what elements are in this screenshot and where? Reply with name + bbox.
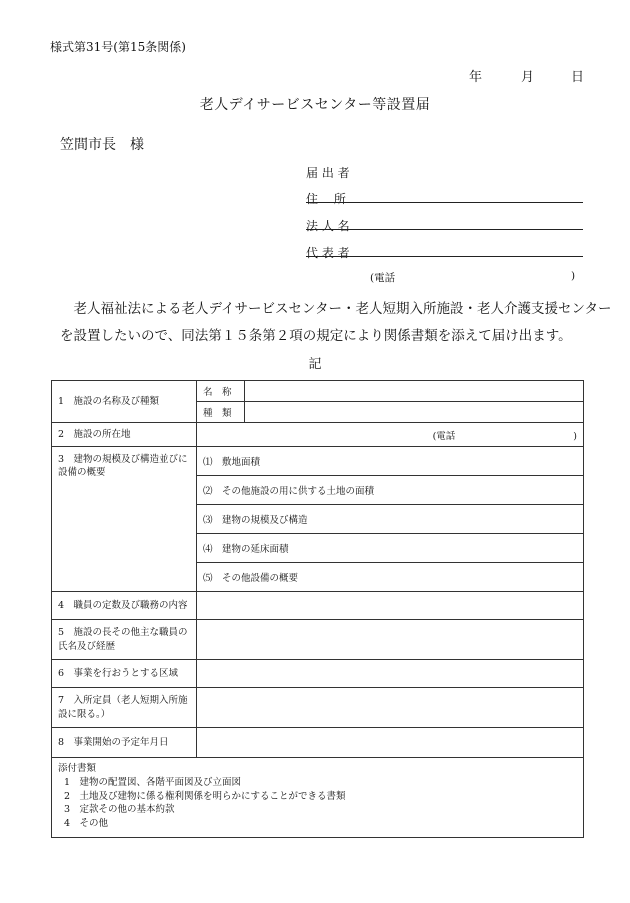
row1-name-value[interactable]: [245, 381, 584, 402]
row4-label: 4 職員の定数及び職務の内容: [52, 592, 197, 620]
row2-label: 2 施設の所在地: [52, 423, 197, 447]
body-line-1: 老人福祉法による老人デイサービスセンター・老人短期入所施設・老人介護支援センター: [60, 301, 612, 317]
form-number: 様式第31号(第15条関係): [50, 40, 186, 54]
address-line[interactable]: [306, 202, 583, 203]
row8-value[interactable]: [197, 728, 584, 758]
row6-value[interactable]: [197, 660, 584, 688]
applicant-phone-close: ): [571, 270, 576, 282]
form-table: [51, 380, 584, 838]
attachments-cell: [52, 758, 584, 838]
attachments-heading: 添付書類: [58, 763, 97, 774]
applicant-phone-open: (電話: [370, 272, 396, 284]
date-day-label: 日: [571, 70, 585, 85]
attachment-item-3: 3 定款その他の基本約款: [64, 804, 175, 816]
attachment-item-4: 4 その他: [64, 818, 109, 830]
address-label: 住 所: [306, 192, 346, 206]
attachment-item-1: 1 建物の配置図、各階平面図及び立面図: [64, 776, 242, 788]
row3-sub-2[interactable]: ⑵ その他施設の用に供する土地の面積: [197, 476, 584, 505]
applicant-heading: 届 出 者: [306, 166, 350, 180]
corp-name-line[interactable]: [306, 229, 583, 230]
row3-sub-3[interactable]: ⑶ 建物の規模及び構造: [197, 505, 584, 534]
row8-label: 8 事業開始の予定年月日: [52, 728, 197, 758]
row3-label: 3 建物の規模及び構造並びに設備の概要: [52, 447, 197, 592]
row3-sub-1[interactable]: ⑴ 敷地面積: [197, 447, 584, 476]
row5-label: 5 施設の長その他主な職員の氏名及び経歴: [52, 620, 197, 660]
date-month-label: 月: [521, 70, 535, 85]
ki-heading: 記: [308, 357, 322, 372]
row1-name-label: 名 称: [197, 381, 245, 402]
row7-label: 7 入所定員（老人短期入所施設に限る。）: [52, 688, 197, 728]
row1-label: 1 施設の名称及び種類: [52, 381, 197, 423]
row3-sub-5[interactable]: ⑸ その他設備の概要: [197, 563, 584, 592]
representative-label: 代 表 者: [306, 246, 350, 260]
row6-label: 6 事業を行おうとする区域: [52, 660, 197, 688]
row1-type-label: 種 類: [197, 402, 245, 423]
row2-value[interactable]: [197, 423, 584, 447]
body-line-2: を設置したいので、同法第１５条第２項の規定により関係書類を添えて届け出ます。: [60, 328, 572, 344]
row2-phone-close: ): [573, 430, 577, 442]
representative-line[interactable]: [306, 256, 583, 257]
row2-phone-open: (電話: [432, 430, 456, 442]
row4-value[interactable]: [197, 592, 584, 620]
row5-value[interactable]: [197, 620, 584, 660]
addressee: 笠間市長 様: [60, 137, 144, 153]
row1-type-value[interactable]: [245, 402, 584, 423]
attachment-item-2: 2 土地及び建物に係る権利関係を明らかにすることができる書類: [64, 790, 346, 802]
date-year-label: 年: [469, 70, 483, 85]
row7-value[interactable]: [197, 688, 584, 728]
row3-sub-4[interactable]: ⑷ 建物の延床面積: [197, 534, 584, 563]
document-title: 老人デイサービスセンター等設置届: [199, 97, 431, 113]
corp-name-label: 法 人 名: [306, 219, 350, 233]
